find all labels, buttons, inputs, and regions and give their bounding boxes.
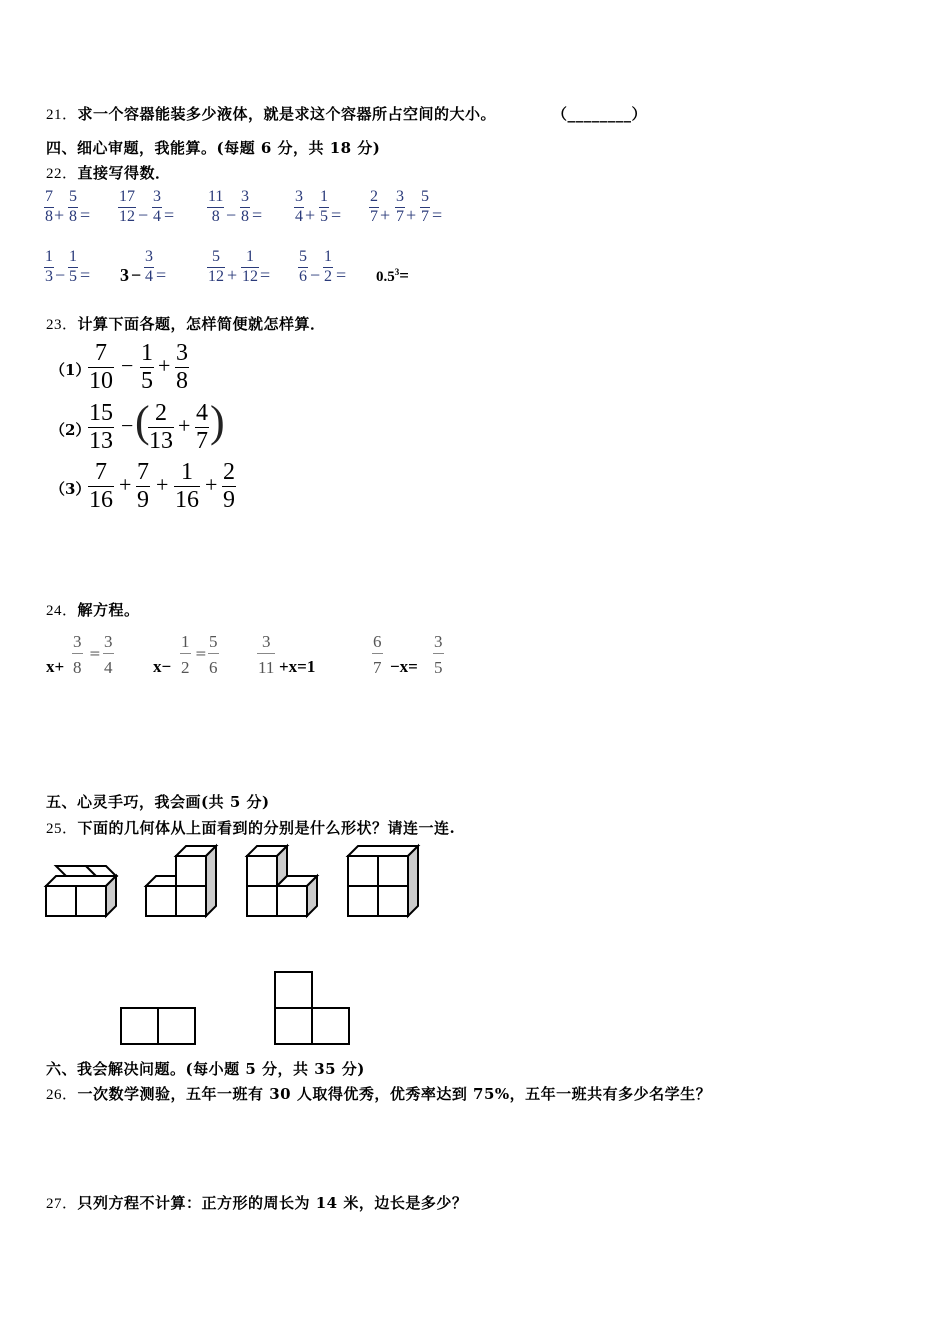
cube-solids-figure: [40, 840, 440, 925]
equation-text: −x=: [390, 657, 418, 676]
operator: +: [178, 413, 191, 438]
operator: −: [226, 205, 237, 225]
question-number: 23．: [46, 317, 78, 333]
equals: =: [89, 646, 101, 662]
operator: −: [55, 265, 66, 285]
section-title-6: 六、我会解决问题。(每小题 5 分，共 35 分): [46, 1060, 365, 1078]
question-text: 解方程。: [77, 601, 140, 619]
fraction: 5 12: [208, 248, 224, 285]
top-view-figure: [115, 965, 360, 1050]
operator: −: [310, 265, 321, 285]
operator: +: [380, 205, 391, 225]
equation-text: x−: [153, 657, 172, 676]
question-text: 直接写得数．: [77, 164, 171, 182]
item-label: （1）: [50, 361, 91, 379]
fraction: 1 5: [320, 188, 328, 225]
fraction: 5 6: [209, 632, 218, 677]
operator: −: [121, 353, 134, 378]
fraction: 1 2: [324, 248, 332, 285]
question-number: 25．: [46, 821, 78, 837]
operator: +: [406, 205, 417, 225]
question-text: 只列方程不计算：正方形的周长为 14 米，边长是多少？: [77, 1194, 468, 1212]
equals: =: [432, 205, 443, 225]
solid-1[interactable]: [46, 866, 116, 916]
fraction: 1 16: [175, 459, 199, 513]
question-number: 26．: [46, 1087, 78, 1103]
operator: +: [227, 265, 238, 285]
question-27: [46, 1192, 467, 1213]
question-text: 求一个容器能装多少液体，就是求这个容器所占空间的大小。: [77, 105, 497, 123]
section-title-4: 四、细心审题，我能算。(每题 6 分，共 18 分): [46, 139, 381, 157]
fraction: 7 8: [45, 188, 53, 225]
fraction: 3 8: [73, 632, 82, 677]
calc-item-10: [376, 266, 409, 286]
question-24: [46, 599, 140, 620]
equation-text: +x=1: [279, 657, 316, 676]
fraction: 7 16: [89, 459, 113, 513]
solid-3[interactable]: [247, 846, 317, 916]
fraction: 6 7: [373, 632, 382, 677]
equals: =: [80, 265, 91, 285]
question-26: [46, 1083, 711, 1104]
fraction: 2 7: [370, 188, 378, 225]
equals: =: [156, 265, 167, 285]
section-title-5: 五、心灵手巧，我会画(共 5 分): [46, 793, 270, 811]
equals: =: [260, 265, 271, 285]
question-text: 一次数学测验，五年一班有 30 人取得优秀，优秀率达到 75%，五年一班共有多少名学生？: [77, 1085, 712, 1103]
fraction: 1 5: [69, 248, 77, 285]
fraction: 3 7: [396, 188, 404, 225]
top-view-1[interactable]: [121, 1008, 195, 1044]
question-number: 22．: [46, 166, 78, 182]
right-paren: ): [210, 397, 225, 446]
operator: +: [119, 472, 132, 497]
equals: =: [195, 646, 207, 662]
fraction: 11 8: [208, 188, 224, 225]
fraction: 5 7: [421, 188, 429, 225]
question-22: [46, 162, 171, 183]
equals: =: [399, 266, 409, 285]
fraction: 4 7: [196, 400, 208, 454]
solid-2[interactable]: [146, 846, 216, 916]
fraction: 2 13: [149, 400, 173, 454]
fraction: 3 4: [295, 188, 303, 225]
fraction: 3 4: [145, 248, 153, 285]
operator: +: [54, 205, 65, 225]
exponent: 3: [394, 267, 400, 277]
item-label: （2）: [50, 421, 91, 439]
question-text: 下面的几何体从上面看到的分别是什么形状？请连一连.: [77, 819, 456, 837]
fraction: 3 4: [104, 632, 113, 677]
item-label: （3）: [50, 480, 91, 498]
question-21: [46, 103, 496, 124]
operator: −: [138, 205, 149, 225]
question-number: 24．: [46, 603, 78, 619]
fraction: 15 13: [89, 400, 113, 454]
fraction: 1 3: [45, 248, 53, 285]
equals: =: [164, 205, 175, 225]
operator: +: [305, 205, 316, 225]
equals: =: [252, 205, 263, 225]
fraction: 1 2: [181, 632, 190, 677]
fraction: 3 4: [153, 188, 161, 225]
question-text: 计算下面各题，怎样简便就怎样算．: [77, 315, 326, 333]
equals: =: [336, 265, 347, 285]
operator: −: [121, 413, 134, 438]
fraction: 7 10: [89, 340, 113, 394]
fraction: 5 6: [299, 248, 307, 285]
number: 0.5: [376, 269, 395, 285]
question-25: [46, 817, 455, 838]
equals: =: [331, 205, 342, 225]
fraction: 17 12: [119, 188, 135, 225]
left-paren: (: [135, 397, 150, 446]
number: 3: [120, 265, 129, 285]
operator: +: [156, 472, 169, 497]
fraction: 1 5: [141, 340, 153, 394]
question-number: 21．: [46, 107, 78, 123]
fraction: 3 11: [258, 632, 275, 677]
answer-blank[interactable]: （________）: [552, 105, 648, 123]
question-23: [46, 313, 326, 334]
fraction: 1 12: [242, 248, 258, 285]
operator: +: [158, 353, 171, 378]
fraction: 3 8: [176, 340, 188, 394]
fraction: 3 5: [434, 632, 443, 677]
question-number: 27．: [46, 1196, 78, 1212]
solid-4[interactable]: [348, 846, 418, 916]
fraction: 7 9: [137, 459, 149, 513]
fraction: 3 8: [241, 188, 249, 225]
top-view-2[interactable]: [275, 972, 349, 1044]
operator: −: [131, 265, 142, 285]
equals: =: [80, 205, 91, 225]
fraction: 2 9: [223, 459, 235, 513]
operator: +: [205, 472, 218, 497]
equation-text: x+: [46, 657, 65, 676]
fraction: 5 8: [69, 188, 77, 225]
